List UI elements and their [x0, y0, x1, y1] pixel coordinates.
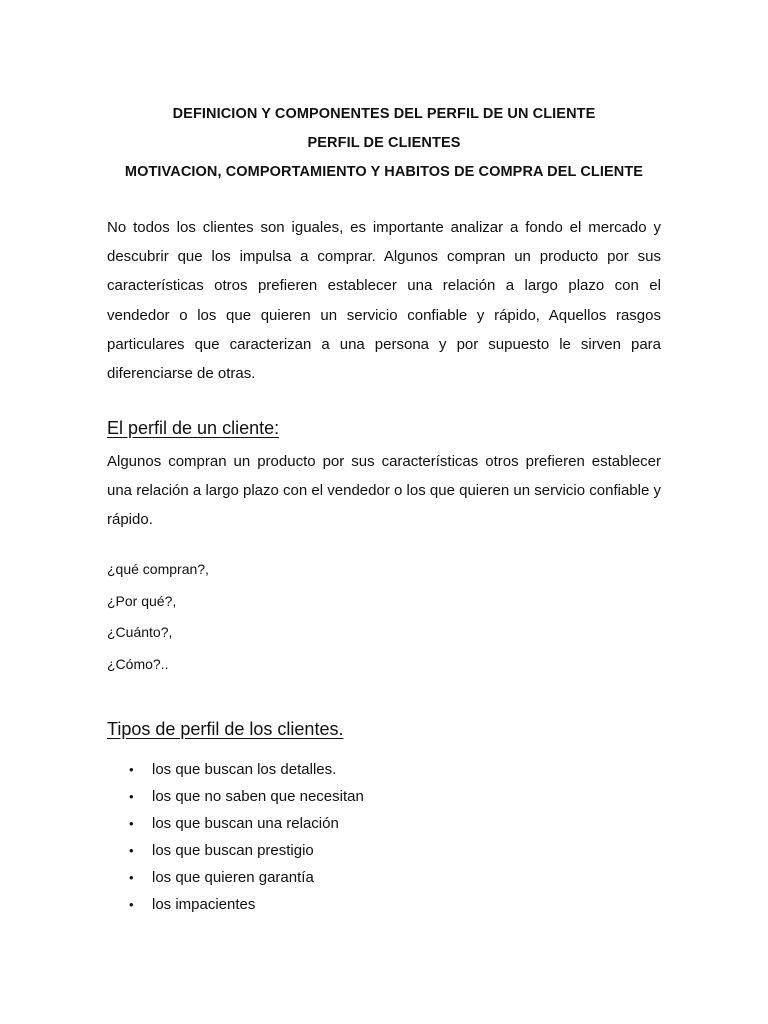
- bullet-icon: •: [129, 816, 134, 831]
- perfil-heading: El perfil de un cliente:: [107, 418, 280, 438]
- bullet-icon: •: [129, 789, 134, 804]
- perfil-paragraph: Algunos compran un producto por sus características otros prefieren establecer una relación a largo plazo con el vendedor o los que quieren un servicio confiable y rápido.: [107, 453, 661, 529]
- question-list: [107, 554, 209, 681]
- tipos-list: [107, 756, 364, 918]
- list-item-label: los que buscan una relación: [152, 815, 339, 832]
- main-title: DEFINICION Y COMPONENTES DEL PERFIL DE UN CLIENTE: [172, 106, 596, 122]
- list-item: [107, 837, 364, 864]
- bullet-icon: •: [129, 870, 134, 885]
- list-item-label: los impacientes: [152, 896, 256, 913]
- bullet-icon: •: [129, 897, 134, 912]
- list-item: [107, 810, 364, 837]
- list-item-label: los que buscan prestigio: [152, 842, 314, 859]
- question-item: ¿Cuánto?,: [107, 624, 173, 641]
- list-item: [107, 783, 364, 810]
- list-item-label: los que no saben que necesitan: [152, 788, 364, 805]
- document-titles: [0, 100, 768, 187]
- tipos-heading: Tipos de perfil de los clientes.: [107, 719, 344, 739]
- subtitle: PERFIL DE CLIENTES: [307, 135, 461, 151]
- bullet-icon: •: [129, 762, 134, 777]
- list-item: [107, 756, 364, 783]
- bullet-icon: •: [129, 843, 134, 858]
- question-item: ¿qué compran?,: [107, 561, 209, 577]
- list-item: [107, 891, 364, 918]
- list-item-label: los que buscan los detalles.: [152, 761, 337, 778]
- question-item: ¿Por qué?,: [107, 592, 177, 609]
- intro-paragraph: No todos los clientes son iguales, es importante analizar a fondo el mercado y descubrir que los impulsa a comprar. Algunos compran un producto por sus características otros prefieren establecer una relación a largo plazo con el vendedor o los que quieren un servicio confiable y rápido, Aquellos rasgos particulares que caracterizan a una persona y por supuesto le sirven para diferenciarse de otras.: [107, 219, 661, 383]
- list-item-label: los que quieren garantía: [152, 869, 314, 886]
- list-item: [107, 864, 364, 891]
- section-title: MOTIVACION, COMPORTAMIENTO Y HABITOS DE COMPRA DEL CLIENTE: [124, 164, 644, 180]
- question-item: ¿Cómo?..: [107, 656, 169, 673]
